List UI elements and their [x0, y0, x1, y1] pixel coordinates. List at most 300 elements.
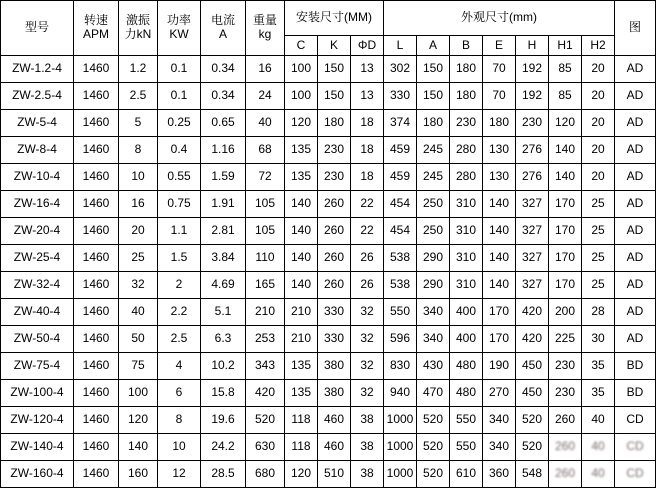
- table-row: [1, 326, 656, 353]
- table-row: [1, 380, 656, 407]
- subheader-phi-d: ΦD: [351, 36, 384, 56]
- cell-figure: BD: [615, 380, 656, 407]
- cell-h: 276: [516, 137, 549, 164]
- cell-c: 135: [285, 353, 318, 380]
- cell-speed: 1460: [74, 191, 119, 218]
- cell-current: 4.69: [201, 272, 246, 299]
- cell-figure: AD: [615, 326, 656, 353]
- cell-power: 0.25: [158, 110, 201, 137]
- cell-power: 12: [158, 461, 201, 488]
- cell-weight: 253: [246, 326, 285, 353]
- cell-h1: 140: [549, 137, 582, 164]
- cell-l: 940: [384, 380, 417, 407]
- cell-l: 459: [384, 164, 417, 191]
- cell-force: 2.5: [119, 83, 158, 110]
- cell-h: 520: [516, 407, 549, 434]
- cell-l: 302: [384, 56, 417, 83]
- cell-b: 400: [450, 326, 483, 353]
- cell-c: 135: [285, 380, 318, 407]
- cell-h1: 230: [549, 353, 582, 380]
- cell-figure: AD: [615, 83, 656, 110]
- cell-a: 430: [417, 353, 450, 380]
- cell-h2: 20: [582, 56, 615, 83]
- cell-e: 140: [483, 272, 516, 299]
- subheader-h2: H2: [582, 36, 615, 56]
- table-row: [1, 245, 656, 272]
- cell-figure: AD: [615, 110, 656, 137]
- cell-h2: 35: [582, 353, 615, 380]
- cell-k: 230: [318, 164, 351, 191]
- cell-current: 10.2: [201, 353, 246, 380]
- subheader-c: C: [285, 36, 318, 56]
- cell-l: 374: [384, 110, 417, 137]
- cell-model: ZW-50-4: [1, 326, 74, 353]
- cell-force: 120: [119, 407, 158, 434]
- header-current-line2: A: [218, 27, 227, 41]
- cell-e: 190: [483, 353, 516, 380]
- cell-h: 450: [516, 380, 549, 407]
- table-row: [1, 434, 656, 461]
- cell-b: 230: [450, 110, 483, 137]
- cell-a: 245: [417, 164, 450, 191]
- cell-model: ZW-16-4: [1, 191, 74, 218]
- header-current-line1: 电流: [210, 13, 235, 28]
- cell-k: 260: [318, 245, 351, 272]
- cell-power: 0.1: [158, 56, 201, 83]
- cell-h1: 260: [549, 434, 582, 461]
- cell-b: 180: [450, 83, 483, 110]
- cell-h: 450: [516, 353, 549, 380]
- cell-a: 470: [417, 380, 450, 407]
- cell-c: 140: [285, 191, 318, 218]
- cell-weight: 68: [246, 137, 285, 164]
- cell-a: 520: [417, 434, 450, 461]
- cell-phi-d: 26: [351, 272, 384, 299]
- cell-a: 245: [417, 137, 450, 164]
- cell-figure: AD: [615, 164, 656, 191]
- cell-speed: 1460: [74, 407, 119, 434]
- cell-power: 0.75: [158, 191, 201, 218]
- cell-a: 250: [417, 191, 450, 218]
- cell-h2: 20: [582, 137, 615, 164]
- cell-h2: 40: [582, 407, 615, 434]
- cell-c: 118: [285, 434, 318, 461]
- cell-weight: 40: [246, 110, 285, 137]
- cell-force: 140: [119, 434, 158, 461]
- cell-phi-d: 32: [351, 326, 384, 353]
- cell-h2: 25: [582, 218, 615, 245]
- cell-current: 15.8: [201, 380, 246, 407]
- header-install-dimensions-group: 安装尺寸(MM): [285, 1, 384, 36]
- cell-current: 0.65: [201, 110, 246, 137]
- cell-power: 8: [158, 407, 201, 434]
- cell-c: 120: [285, 461, 318, 488]
- cell-a: 520: [417, 407, 450, 434]
- subheader-h: H: [516, 36, 549, 56]
- cell-model: ZW-75-4: [1, 353, 74, 380]
- cell-e: 170: [483, 299, 516, 326]
- table-row: [1, 218, 656, 245]
- cell-h1: 170: [549, 272, 582, 299]
- cell-c: 210: [285, 299, 318, 326]
- cell-b: 550: [450, 407, 483, 434]
- cell-l: 454: [384, 218, 417, 245]
- cell-h1: 170: [549, 191, 582, 218]
- cell-speed: 1460: [74, 56, 119, 83]
- header-outline-dimensions-group: 外观尺寸(mm): [384, 1, 615, 36]
- cell-phi-d: 22: [351, 191, 384, 218]
- cell-phi-d: 32: [351, 353, 384, 380]
- cell-a: 180: [417, 110, 450, 137]
- cell-weight: 343: [246, 353, 285, 380]
- cell-l: 596: [384, 326, 417, 353]
- cell-force: 160: [119, 461, 158, 488]
- cell-h1: 260: [549, 461, 582, 488]
- cell-c: 140: [285, 272, 318, 299]
- cell-weight: 110: [246, 245, 285, 272]
- cell-power: 4: [158, 353, 201, 380]
- cell-weight: 520: [246, 407, 285, 434]
- cell-speed: 1460: [74, 110, 119, 137]
- cell-k: 380: [318, 353, 351, 380]
- cell-h: 327: [516, 272, 549, 299]
- table-row: [1, 272, 656, 299]
- cell-weight: 630: [246, 434, 285, 461]
- cell-h1: 230: [549, 380, 582, 407]
- table-row: [1, 461, 656, 488]
- cell-current: 5.1: [201, 299, 246, 326]
- cell-power: 2.2: [158, 299, 201, 326]
- cell-h2: 40: [582, 461, 615, 488]
- table-row: [1, 110, 656, 137]
- subheader-b: B: [450, 36, 483, 56]
- cell-force: 75: [119, 353, 158, 380]
- cell-h2: 25: [582, 191, 615, 218]
- cell-a: 340: [417, 326, 450, 353]
- cell-weight: 420: [246, 380, 285, 407]
- cell-power: 0.4: [158, 137, 201, 164]
- cell-e: 340: [483, 434, 516, 461]
- subheader-l: L: [384, 36, 417, 56]
- cell-speed: 1460: [74, 218, 119, 245]
- cell-figure: AD: [615, 218, 656, 245]
- cell-h1: 85: [549, 83, 582, 110]
- cell-weight: 165: [246, 272, 285, 299]
- cell-l: 550: [384, 299, 417, 326]
- cell-h1: 225: [549, 326, 582, 353]
- cell-model: ZW-100-4: [1, 380, 74, 407]
- cell-force: 40: [119, 299, 158, 326]
- cell-current: 2.81: [201, 218, 246, 245]
- cell-speed: 1460: [74, 434, 119, 461]
- cell-a: 290: [417, 245, 450, 272]
- table-row: [1, 56, 656, 83]
- cell-model: ZW-120-4: [1, 407, 74, 434]
- table-row: [1, 353, 656, 380]
- cell-b: 610: [450, 461, 483, 488]
- cell-h: 276: [516, 164, 549, 191]
- cell-k: 180: [318, 110, 351, 137]
- cell-figure: AD: [615, 272, 656, 299]
- cell-phi-d: 13: [351, 56, 384, 83]
- cell-model: ZW-25-4: [1, 245, 74, 272]
- subheader-e: E: [483, 36, 516, 56]
- cell-l: 330: [384, 83, 417, 110]
- cell-current: 6.3: [201, 326, 246, 353]
- cell-force: 5: [119, 110, 158, 137]
- cell-power: 0.55: [158, 164, 201, 191]
- cell-b: 280: [450, 164, 483, 191]
- cell-c: 140: [285, 218, 318, 245]
- cell-speed: 1460: [74, 83, 119, 110]
- cell-model: ZW-20-4: [1, 218, 74, 245]
- cell-h: 327: [516, 218, 549, 245]
- cell-l: 1000: [384, 434, 417, 461]
- cell-h: 420: [516, 299, 549, 326]
- cell-b: 310: [450, 191, 483, 218]
- cell-c: 118: [285, 407, 318, 434]
- cell-h2: 30: [582, 326, 615, 353]
- cell-figure: AD: [615, 56, 656, 83]
- cell-model: ZW-10-4: [1, 164, 74, 191]
- cell-model: ZW-40-4: [1, 299, 74, 326]
- cell-e: 70: [483, 83, 516, 110]
- cell-l: 459: [384, 137, 417, 164]
- cell-figure: CD: [615, 461, 656, 488]
- cell-phi-d: 18: [351, 164, 384, 191]
- cell-force: 50: [119, 326, 158, 353]
- cell-speed: 1460: [74, 326, 119, 353]
- cell-k: 460: [318, 434, 351, 461]
- header-speed-line1: 转速: [83, 13, 108, 28]
- cell-b: 180: [450, 56, 483, 83]
- cell-h2: 28: [582, 299, 615, 326]
- cell-phi-d: 32: [351, 299, 384, 326]
- cell-force: 32: [119, 272, 158, 299]
- cell-current: 1.91: [201, 191, 246, 218]
- header-figure: 图: [615, 1, 656, 56]
- cell-speed: 1460: [74, 137, 119, 164]
- cell-weight: 72: [246, 164, 285, 191]
- cell-h: 327: [516, 245, 549, 272]
- cell-k: 330: [318, 326, 351, 353]
- cell-h: 520: [516, 434, 549, 461]
- cell-a: 150: [417, 56, 450, 83]
- cell-phi-d: 13: [351, 83, 384, 110]
- cell-power: 2.5: [158, 326, 201, 353]
- cell-l: 454: [384, 191, 417, 218]
- cell-force: 8: [119, 137, 158, 164]
- header-speed: [74, 1, 119, 56]
- cell-force: 25: [119, 245, 158, 272]
- cell-e: 70: [483, 56, 516, 83]
- subheader-h1: H1: [549, 36, 582, 56]
- cell-figure: BD: [615, 353, 656, 380]
- cell-force: 20: [119, 218, 158, 245]
- cell-e: 140: [483, 191, 516, 218]
- table-row: [1, 83, 656, 110]
- table-row: [1, 407, 656, 434]
- header-power-line1: 功率: [166, 13, 191, 28]
- cell-k: 460: [318, 407, 351, 434]
- cell-c: 100: [285, 56, 318, 83]
- cell-h1: 140: [549, 164, 582, 191]
- cell-figure: AD: [615, 299, 656, 326]
- cell-power: 1.1: [158, 218, 201, 245]
- cell-weight: 24: [246, 83, 285, 110]
- header-weight-line2: kg: [258, 27, 272, 41]
- cell-k: 330: [318, 299, 351, 326]
- cell-b: 310: [450, 245, 483, 272]
- cell-model: ZW-1.2-4: [1, 56, 74, 83]
- cell-power: 2: [158, 272, 201, 299]
- header-current: [201, 1, 246, 56]
- cell-weight: 16: [246, 56, 285, 83]
- cell-c: 135: [285, 137, 318, 164]
- cell-speed: 1460: [74, 380, 119, 407]
- cell-weight: 105: [246, 191, 285, 218]
- cell-force: 16: [119, 191, 158, 218]
- cell-speed: 1460: [74, 461, 119, 488]
- cell-figure: CD: [615, 407, 656, 434]
- cell-force: 1.2: [119, 56, 158, 83]
- cell-h2: 20: [582, 83, 615, 110]
- header-weight: [246, 1, 285, 56]
- cell-k: 260: [318, 272, 351, 299]
- cell-b: 310: [450, 272, 483, 299]
- cell-h2: 20: [582, 110, 615, 137]
- cell-figure: CD: [615, 434, 656, 461]
- header-exciting-force: [119, 1, 158, 56]
- cell-k: 150: [318, 56, 351, 83]
- cell-phi-d: 26: [351, 245, 384, 272]
- cell-k: 510: [318, 461, 351, 488]
- cell-speed: 1460: [74, 245, 119, 272]
- cell-current: 24.2: [201, 434, 246, 461]
- cell-force: 10: [119, 164, 158, 191]
- cell-k: 260: [318, 218, 351, 245]
- header-model: 型号: [1, 1, 74, 56]
- cell-b: 310: [450, 218, 483, 245]
- cell-power: 1.5: [158, 245, 201, 272]
- cell-e: 340: [483, 407, 516, 434]
- cell-phi-d: 18: [351, 137, 384, 164]
- cell-c: 210: [285, 326, 318, 353]
- cell-b: 400: [450, 299, 483, 326]
- cell-l: 830: [384, 353, 417, 380]
- table-header-row: [1, 1, 656, 36]
- header-force-line2: 力kN: [124, 27, 152, 41]
- header-force-line1: 激振: [125, 13, 150, 28]
- cell-e: 170: [483, 326, 516, 353]
- cell-b: 280: [450, 137, 483, 164]
- cell-speed: 1460: [74, 353, 119, 380]
- header-weight-line1: 重量: [252, 13, 277, 28]
- cell-current: 0.34: [201, 83, 246, 110]
- cell-figure: AD: [615, 191, 656, 218]
- cell-current: 3.84: [201, 245, 246, 272]
- cell-model: ZW-8-4: [1, 137, 74, 164]
- cell-l: 1000: [384, 407, 417, 434]
- cell-speed: 1460: [74, 272, 119, 299]
- cell-e: 130: [483, 164, 516, 191]
- cell-h: 327: [516, 191, 549, 218]
- cell-h: 420: [516, 326, 549, 353]
- cell-phi-d: 18: [351, 110, 384, 137]
- cell-phi-d: 38: [351, 434, 384, 461]
- cell-h2: 35: [582, 380, 615, 407]
- cell-k: 230: [318, 137, 351, 164]
- cell-speed: 1460: [74, 164, 119, 191]
- cell-current: 19.6: [201, 407, 246, 434]
- cell-model: ZW-2.5-4: [1, 83, 74, 110]
- cell-current: 28.5: [201, 461, 246, 488]
- cell-c: 100: [285, 83, 318, 110]
- cell-a: 150: [417, 83, 450, 110]
- cell-current: 1.59: [201, 164, 246, 191]
- cell-c: 140: [285, 245, 318, 272]
- cell-model: ZW-160-4: [1, 461, 74, 488]
- cell-h2: 25: [582, 245, 615, 272]
- header-speed-line2: APM: [82, 27, 109, 41]
- cell-h: 192: [516, 56, 549, 83]
- cell-figure: AD: [615, 137, 656, 164]
- cell-h1: 120: [549, 110, 582, 137]
- cell-h1: 200: [549, 299, 582, 326]
- cell-current: 1.16: [201, 137, 246, 164]
- header-power-line2: KW: [169, 27, 189, 41]
- cell-a: 520: [417, 461, 450, 488]
- table-row: [1, 191, 656, 218]
- cell-weight: 105: [246, 218, 285, 245]
- table-row: [1, 137, 656, 164]
- cell-phi-d: 32: [351, 380, 384, 407]
- cell-phi-d: 22: [351, 218, 384, 245]
- cell-e: 140: [483, 245, 516, 272]
- cell-speed: 1460: [74, 299, 119, 326]
- cell-e: 180: [483, 110, 516, 137]
- cell-b: 480: [450, 380, 483, 407]
- subheader-k: K: [318, 36, 351, 56]
- cell-model: ZW-140-4: [1, 434, 74, 461]
- cell-e: 270: [483, 380, 516, 407]
- cell-power: 6: [158, 380, 201, 407]
- cell-power: 0.1: [158, 83, 201, 110]
- cell-k: 380: [318, 380, 351, 407]
- cell-e: 140: [483, 218, 516, 245]
- cell-h: 192: [516, 83, 549, 110]
- cell-h1: 85: [549, 56, 582, 83]
- cell-b: 550: [450, 434, 483, 461]
- cell-h: 230: [516, 110, 549, 137]
- cell-e: 130: [483, 137, 516, 164]
- cell-a: 340: [417, 299, 450, 326]
- cell-k: 150: [318, 83, 351, 110]
- cell-h2: 40: [582, 434, 615, 461]
- cell-a: 290: [417, 272, 450, 299]
- cell-h1: 170: [549, 218, 582, 245]
- cell-l: 538: [384, 245, 417, 272]
- cell-c: 120: [285, 110, 318, 137]
- table-body: [1, 1, 656, 488]
- cell-phi-d: 38: [351, 407, 384, 434]
- cell-h: 548: [516, 461, 549, 488]
- cell-figure: AD: [615, 245, 656, 272]
- cell-weight: 680: [246, 461, 285, 488]
- cell-b: 480: [450, 353, 483, 380]
- cell-power: 10: [158, 434, 201, 461]
- cell-c: 135: [285, 164, 318, 191]
